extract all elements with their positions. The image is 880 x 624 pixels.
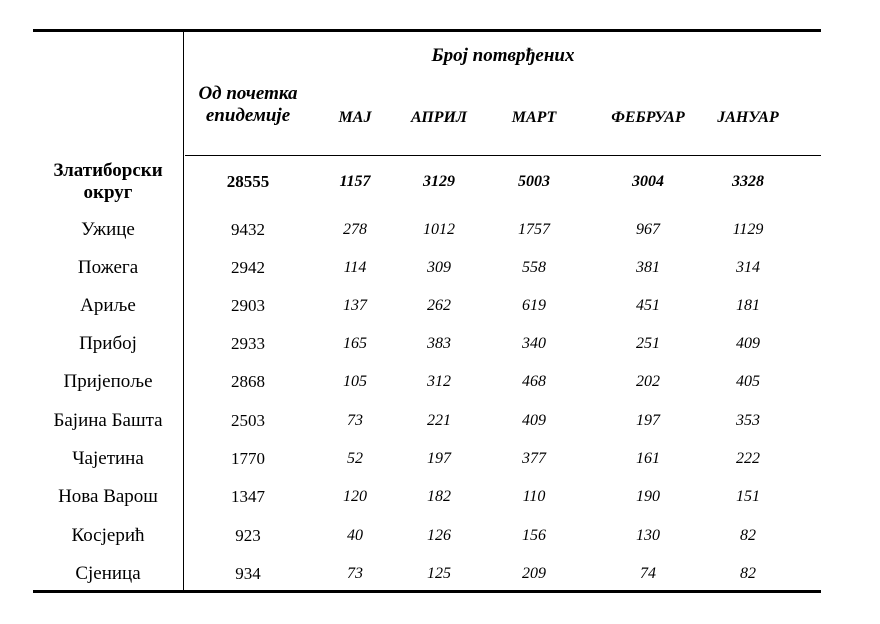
row-month-value: 82: [740, 527, 756, 544]
row-month-value: 52: [347, 450, 363, 467]
table-row: [33, 440, 821, 478]
row-municipality-name: Косјерић: [71, 525, 145, 546]
table-row: [33, 287, 821, 325]
row-total-since-start: 2903: [231, 296, 265, 315]
row-month-value: 1129: [732, 221, 764, 238]
row-month-value: 161: [636, 450, 660, 467]
row-month-value: 381: [636, 259, 660, 276]
row-month-value: 197: [636, 412, 660, 429]
column-header-may: МАЈ: [338, 109, 372, 126]
row-month-value: 383: [427, 335, 451, 352]
column-header-since-start: Од почетка епидемије: [198, 83, 298, 126]
row-month-value: 73: [347, 412, 363, 429]
row-month-value: 1157: [339, 173, 371, 190]
row-municipality-name: Пријепоље: [63, 371, 153, 392]
row-month-value: 222: [736, 450, 760, 467]
row-municipality-name: Бајина Башта: [53, 410, 163, 431]
row-total-since-start: 923: [235, 526, 261, 545]
table-row: [33, 363, 821, 401]
table-row: [33, 325, 821, 363]
table-row: [33, 211, 821, 249]
row-month-value: 114: [343, 259, 367, 276]
column-header-march: МАРТ: [511, 109, 557, 126]
row-month-value: 409: [522, 412, 546, 429]
row-month-value: 278: [343, 221, 367, 238]
row-total-since-start: 2933: [231, 334, 265, 353]
row-month-value: 309: [427, 259, 451, 276]
row-month-value: 377: [522, 450, 546, 467]
row-municipality-name: Сјеница: [75, 563, 141, 584]
row-month-value: 125: [427, 565, 451, 582]
row-month-value: 197: [427, 450, 451, 467]
row-municipality-name: Ариље: [80, 295, 136, 316]
row-month-value: 130: [636, 527, 660, 544]
row-month-value: 405: [736, 373, 760, 390]
row-total-since-start: 2942: [231, 258, 265, 277]
row-month-value: 409: [736, 335, 760, 352]
row-month-value: 967: [636, 221, 660, 238]
row-month-value: 120: [343, 488, 367, 505]
row-month-value: 468: [522, 373, 546, 390]
row-month-value: 165: [343, 335, 367, 352]
row-month-value: 1012: [423, 221, 455, 238]
row-municipality-name: Ужице: [81, 219, 135, 240]
row-total-since-start: 2503: [231, 411, 265, 430]
row-month-value: 190: [636, 488, 660, 505]
table-row: [33, 402, 821, 440]
table-row-district-total: [33, 157, 821, 203]
column-header-january: ЈАНУАР: [717, 109, 779, 126]
row-month-value: 5003: [518, 173, 550, 190]
row-municipality-name: Нова Варош: [58, 486, 158, 507]
row-total-since-start: 9432: [231, 220, 265, 239]
row-month-value: 105: [343, 373, 367, 390]
row-month-value: 558: [522, 259, 546, 276]
column-header-april: АПРИЛ: [411, 109, 467, 126]
column-header-february: ФЕБРУАР: [611, 109, 685, 126]
row-total-since-start: 2868: [231, 372, 265, 391]
row-month-value: 110: [522, 488, 546, 505]
table-row: [33, 478, 821, 516]
row-month-value: 202: [636, 373, 660, 390]
row-municipality-name: Чајетина: [72, 448, 144, 469]
row-month-value: 262: [427, 297, 451, 314]
row-municipality-name: Пожега: [77, 257, 139, 278]
row-month-value: 40: [347, 527, 363, 544]
table-top-rule: [33, 29, 821, 32]
row-month-value: 73: [347, 565, 363, 582]
row-month-value: 221: [427, 412, 451, 429]
row-month-value: 74: [640, 565, 656, 582]
row-month-value: 182: [427, 488, 451, 505]
row-month-value: 156: [522, 527, 546, 544]
row-municipality-name: Прибој: [79, 333, 137, 354]
table-row: [33, 249, 821, 287]
row-month-value: 1757: [518, 221, 550, 238]
row-month-value: 340: [522, 335, 546, 352]
header-divider-rule: [185, 155, 821, 156]
row-month-value: 353: [736, 412, 760, 429]
row-month-value: 82: [740, 565, 756, 582]
row-month-value: 3004: [632, 173, 664, 190]
row-month-value: 3328: [732, 173, 764, 190]
row-month-value: 619: [522, 297, 546, 314]
row-total-since-start: 28555: [226, 172, 270, 191]
row-month-value: 181: [736, 297, 760, 314]
confirmed-cases-table: [33, 29, 821, 593]
table-row: [33, 555, 821, 593]
row-month-value: 451: [636, 297, 660, 314]
row-month-value: 151: [736, 488, 760, 505]
row-month-value: 314: [736, 259, 760, 276]
row-month-value: 137: [343, 297, 367, 314]
group-header: Број потврђених: [431, 45, 575, 66]
row-month-value: 3129: [423, 173, 455, 190]
row-month-value: 312: [427, 373, 451, 390]
row-total-since-start: 1770: [231, 449, 265, 468]
table-row: [33, 517, 821, 555]
row-total-since-start: 1347: [231, 487, 265, 506]
row-municipality-name: Златиборски округ: [53, 160, 163, 203]
row-month-value: 126: [427, 527, 451, 544]
row-month-value: 209: [522, 565, 546, 582]
row-total-since-start: 934: [235, 564, 261, 583]
row-month-value: 251: [636, 335, 660, 352]
